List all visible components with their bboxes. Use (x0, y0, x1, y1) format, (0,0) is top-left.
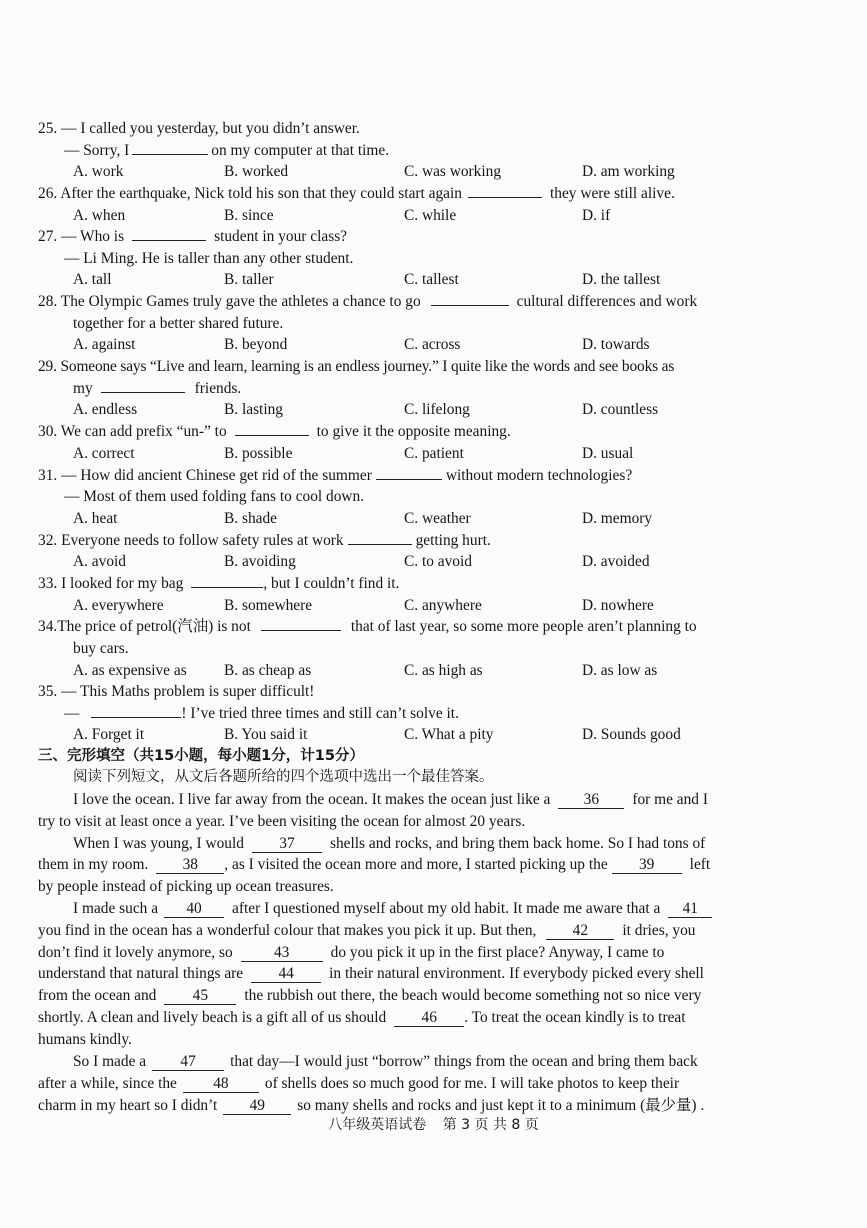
passage-line: you find in the ocean has a wonderful colour that makes you pick it up. But then, 42 it dries, you (38, 922, 696, 939)
cloze-blank-40[interactable]: 40 (164, 901, 224, 918)
passage-line: So I made a 47 that day—I would just “borrow” things from the ocean and bring them back (73, 1053, 698, 1070)
q25-option-c[interactable]: C. was working (404, 163, 502, 180)
q27-option-d[interactable]: D. the tallest (582, 271, 661, 288)
q35-option-c[interactable]: C. What a pity (404, 726, 494, 743)
page-footer (0, 1114, 867, 1134)
q35-option-b[interactable]: B. You said it (224, 726, 308, 743)
q30-option-c[interactable]: C. patient (404, 445, 464, 462)
q32-option-d[interactable]: D. avoided (582, 553, 650, 570)
q32-stem: 32. Everyone needs to follow safety rules at work getting hurt. (38, 532, 491, 549)
cloze-blank-46[interactable]: 46 (394, 1010, 464, 1027)
q30-option-d[interactable]: D. usual (582, 445, 634, 462)
q33-stem: 33. I looked for my bag , but I couldn’t find it. (38, 575, 400, 592)
cloze-blank-43[interactable]: 43 (241, 945, 323, 962)
passage-line: I made such a 40 after I questioned myself about my old habit. It made me aware that a 41 (73, 898, 712, 919)
q32-option-c[interactable]: C. to avoid (404, 553, 472, 570)
footer-page-number: 第 3 页 共 8 页 (442, 1117, 539, 1133)
passage-line: I love the ocean. I live far away from the ocean. It makes the ocean just like a 36 for me and I (73, 791, 708, 808)
q33-option-d[interactable]: D. nowhere (582, 597, 654, 614)
q29-option-c[interactable]: C. lifelong (404, 401, 470, 418)
q26-option-d[interactable]: D. if (582, 207, 611, 224)
q31-stem: 31. — How did ancient Chinese get rid of the summer without modern technologies? (38, 467, 633, 484)
q28-line2: together for a better shared future. (73, 315, 284, 332)
q34-option-c[interactable]: C. as high as (404, 662, 483, 679)
q30-option-b[interactable]: B. possible (224, 445, 293, 462)
answer-blank[interactable] (348, 530, 412, 545)
answer-blank[interactable] (431, 291, 509, 306)
q27-option-b[interactable]: B. taller (224, 271, 274, 288)
q28-option-d[interactable]: D. towards (582, 336, 650, 353)
q34-option-b[interactable]: B. as cheap as (224, 662, 312, 679)
passage-line: by people instead of picking up ocean treasures. (38, 878, 334, 895)
q25-option-d[interactable]: D. am working (582, 163, 675, 180)
passage-line: them in my room. 38 , as I visited the ocean more and more, I started picking up the 39 left (38, 856, 711, 873)
q32-option-b[interactable]: B. avoiding (224, 553, 296, 570)
passage-line: shortly. A clean and lively beach is a gift all of us should 46 . To treat the ocean kindly is to treat (38, 1009, 686, 1026)
q29-stem: 29. Someone says “Live and learn, learning is an endless journey.” I quite like the words and see books as (38, 358, 675, 375)
q28-option-c[interactable]: C. across (404, 336, 461, 353)
answer-blank[interactable] (261, 616, 341, 631)
cloze-blank-38[interactable]: 38 (156, 857, 224, 874)
footer-subject: 八年级英语试卷 (328, 1117, 427, 1133)
answer-blank[interactable] (101, 378, 185, 393)
cloze-blank-44[interactable]: 44 (251, 966, 321, 983)
q26-option-a[interactable]: A. when (73, 207, 126, 224)
q31-option-c[interactable]: C. weather (404, 510, 471, 527)
q29-option-b[interactable]: B. lasting (224, 401, 283, 418)
q32-option-a[interactable]: A. avoid (73, 553, 127, 570)
q35-stem: 35. — This Maths problem is super difficult! (38, 683, 315, 700)
q31-option-a[interactable]: A. heat (73, 510, 118, 527)
passage-line: charm in my heart so I didn’t 49 so many shells and rocks and just kept it to a minimum (最少量) . (38, 1097, 705, 1114)
q34-stem: 34.The price of petrol(汽油) is not that of last year, so some more people aren’t planning to (38, 618, 697, 635)
passage-line: humans kindly. (38, 1031, 132, 1048)
q29-option-d[interactable]: D. countless (582, 401, 659, 418)
q27-option-a[interactable]: A. tall (73, 271, 112, 288)
q25-stem: 25. — I called you yesterday, but you didn’t answer. (38, 120, 360, 137)
passage-line: from the ocean and 45 the rubbish out there, the beach would become something not so nice very (38, 987, 702, 1004)
q25-option-b[interactable]: B. worked (224, 163, 289, 180)
q35-line2: — ! I’ve tried three times and still can’t solve it. (64, 705, 459, 722)
cloze-blank-47[interactable]: 47 (152, 1054, 224, 1071)
passage-line: don’t find it lovely anymore, so 43 do you pick it up in the first place? Anyway, I came to (38, 944, 665, 961)
q31-option-b[interactable]: B. shade (224, 510, 278, 527)
q29-line2: my friends. (73, 380, 242, 397)
cloze-blank-49[interactable]: 49 (223, 1098, 291, 1115)
answer-blank[interactable] (132, 226, 206, 241)
cloze-blank-48[interactable]: 48 (183, 1076, 259, 1093)
answer-blank[interactable] (468, 183, 542, 198)
passage-line: understand that natural things are 44 in their natural environment. If everybody picked every shell (38, 965, 704, 982)
q33-option-c[interactable]: C. anywhere (404, 597, 482, 614)
answer-blank[interactable] (376, 465, 442, 480)
q33-option-a[interactable]: A. everywhere (73, 597, 164, 614)
q27-line2: — Li Ming. He is taller than any other student. (64, 250, 354, 267)
cloze-blank-39[interactable]: 39 (612, 857, 682, 874)
q34-option-d[interactable]: D. as low as (582, 662, 658, 679)
q35-option-a[interactable]: A. Forget it (73, 726, 145, 743)
q29-option-a[interactable]: A. endless (73, 401, 138, 418)
q35-option-d[interactable]: D. Sounds good (582, 726, 681, 743)
q25-option-a[interactable]: A. work (73, 163, 124, 180)
q28-stem: 28. The Olympic Games truly gave the athletes a chance to go cultural differences and work (38, 293, 698, 310)
q26-stem: 26. After the earthquake, Nick told his son that they could start again they were still alive. (38, 185, 675, 202)
passage-line: When I was young, I would 37 shells and rocks, and bring them back home. So I had tons of (73, 835, 706, 852)
answer-blank[interactable] (132, 140, 208, 155)
cloze-blank-37[interactable]: 37 (252, 836, 322, 853)
answer-blank[interactable] (91, 703, 181, 718)
cloze-blank-45[interactable]: 45 (164, 988, 236, 1005)
cloze-blank-41[interactable]: 41 (668, 901, 712, 918)
q26-option-b[interactable]: B. since (224, 207, 274, 224)
q27-stem: 27. — Who is student in your class? (38, 228, 348, 245)
answer-blank[interactable] (191, 573, 263, 588)
cloze-blank-36[interactable]: 36 (558, 792, 624, 809)
q34-option-a[interactable]: A. as expensive as (73, 662, 187, 679)
cloze-blank-42[interactable]: 42 (546, 923, 614, 940)
q34-line2: buy cars. (73, 640, 129, 657)
q30-stem: 30. We can add prefix “un-” to to give it the opposite meaning. (38, 423, 511, 440)
q30-option-a[interactable]: A. correct (73, 445, 135, 462)
q27-option-c[interactable]: C. tallest (404, 271, 459, 288)
q28-option-b[interactable]: B. beyond (224, 336, 288, 353)
q31-line2: — Most of them used folding fans to cool down. (64, 488, 365, 505)
passage-line: after a while, since the 48 of shells does so much good for me. I will take photos to keep their (38, 1075, 680, 1092)
q31-option-d[interactable]: D. memory (582, 510, 653, 527)
passage-line: try to visit at least once a year. I’ve been visiting the ocean for almost 20 years. (38, 813, 526, 830)
q28-option-a[interactable]: A. against (73, 336, 136, 353)
answer-blank[interactable] (235, 421, 309, 436)
section-title: 三、完形填空（共15小题，每小题1分，计15分） (38, 748, 364, 764)
q33-option-b[interactable]: B. somewhere (224, 597, 313, 614)
section-instruction: 阅读下列短文，从文后各题所给的四个选项中选出一个最佳答案。 (73, 769, 494, 785)
q26-option-c[interactable]: C. while (404, 207, 457, 224)
q25-line2: — Sorry, I on my computer at that time. (64, 142, 390, 159)
